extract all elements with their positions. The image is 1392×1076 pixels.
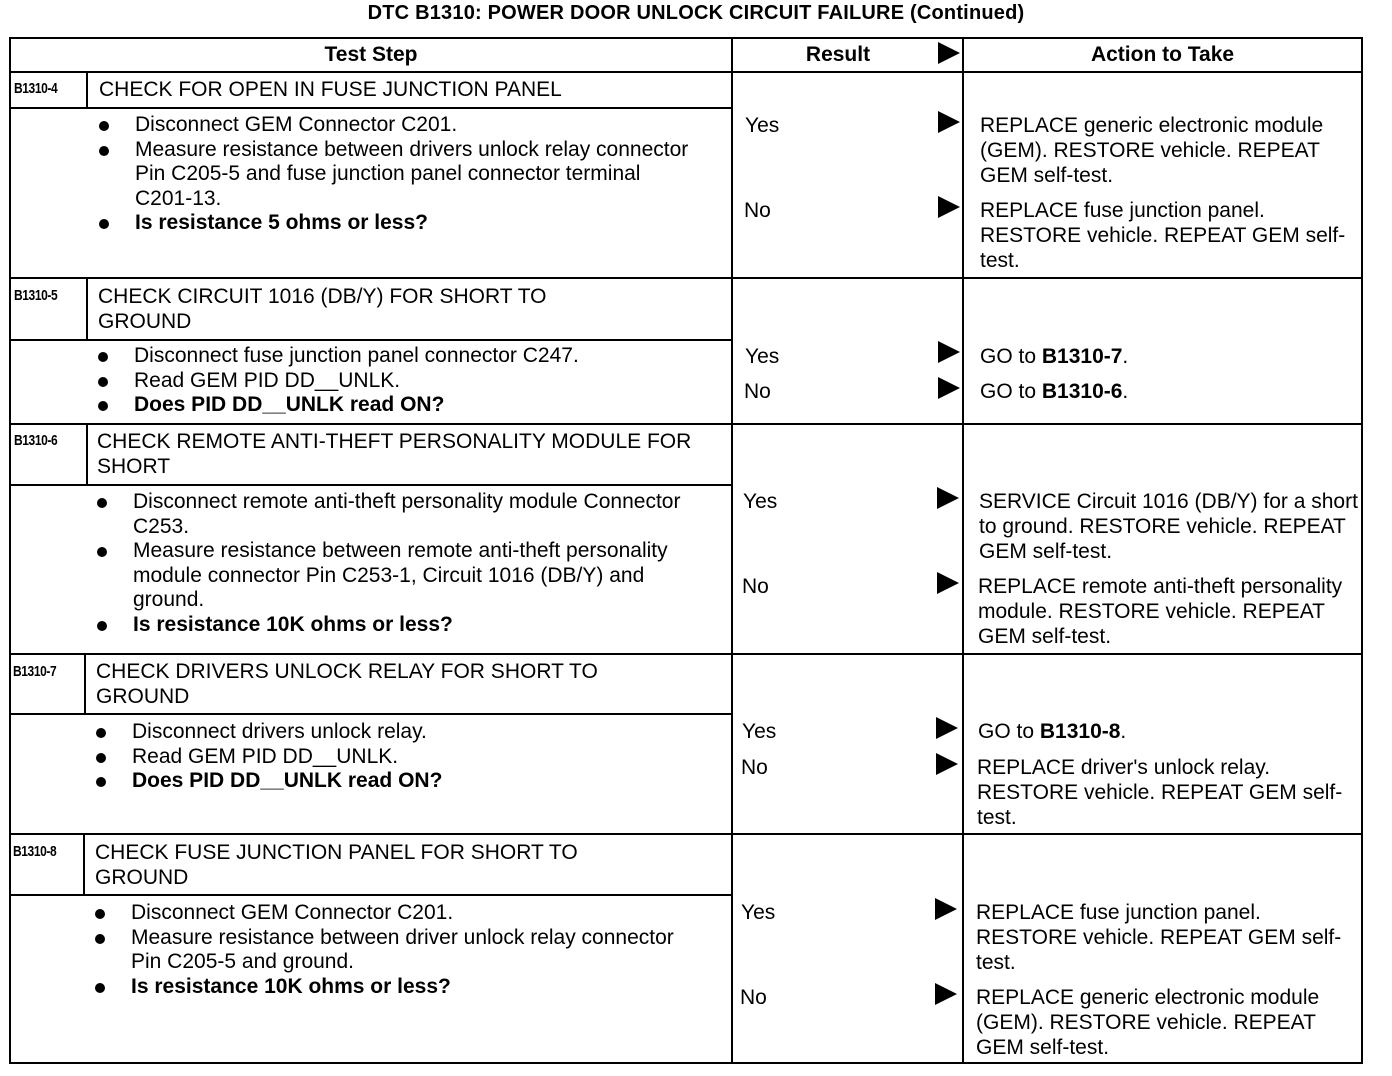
result-yes: Yes: [742, 720, 777, 743]
table-border-left: [9, 37, 11, 1064]
step-bullets: [96, 720, 696, 794]
col-divider-result: [731, 37, 733, 1064]
code-divider: [83, 834, 85, 896]
step-question: Is resistance 10K ohms or less?: [95, 975, 685, 1000]
bullet-item: Disconnect fuse junction panel connector C247.: [98, 344, 698, 369]
action-yes: [978, 719, 1353, 744]
step-question: Is resistance 5 ohms or less?: [99, 211, 699, 236]
action-no: REPLACE fuse junction panel. RESTORE vehicle. REPEAT GEM self-test.: [980, 199, 1346, 272]
bullet-item: Measure resistance between remote anti-theft personality module connector Pin C253-1, Circuit 1016 (DB/Y) and ground.: [97, 539, 687, 613]
step-bullets: [99, 113, 699, 236]
result-yes: Yes: [745, 114, 780, 137]
action-yes: REPLACE fuse junction panel. RESTORE vehicle. REPEAT GEM self-test.: [976, 901, 1342, 974]
step-divider: [9, 423, 1363, 425]
code-divider: [84, 654, 86, 715]
step-title-divider: [9, 107, 733, 109]
arrow-icon: [937, 487, 959, 509]
page-title: DTC B1310: POWER DOOR UNLOCK CIRCUIT FAILURE (Continued): [367, 2, 1025, 24]
result-yes: Yes: [745, 345, 780, 368]
step-code: B1310-6: [14, 432, 58, 449]
step-divider: [9, 653, 1363, 655]
result-no: No: [744, 199, 771, 222]
arrow-icon: [937, 572, 959, 594]
action-no: REPLACE remote anti-theft personality module. RESTORE vehicle. REPEAT GEM self-test.: [978, 575, 1343, 648]
action-suffix: .: [1120, 720, 1127, 743]
action-no: REPLACE driver's unlock relay. RESTORE vehicle. REPEAT GEM self-test.: [977, 756, 1343, 829]
bullet-item: Read GEM PID DD__UNLK.: [98, 369, 698, 394]
step-title-divider: [9, 339, 733, 341]
step-question: Does PID DD__UNLK read ON?: [96, 769, 696, 794]
arrow-icon: [938, 341, 960, 363]
arrow-icon: [935, 983, 957, 1005]
step-title: CHECK FOR OPEN IN FUSE JUNCTION PANEL: [99, 78, 562, 101]
step-code: B1310-5: [14, 287, 58, 304]
action-suffix: .: [1122, 345, 1129, 368]
bullet-item: Disconnect drivers unlock relay.: [96, 720, 696, 745]
header-result: Result: [805, 43, 871, 66]
bullet-item: Disconnect GEM Connector C201.: [95, 901, 685, 926]
step-code: B1310-8: [13, 843, 57, 860]
code-divider: [86, 278, 88, 340]
bullet-item: Disconnect remote anti-theft personality module Connector C253.: [97, 490, 687, 539]
step-bullets: [95, 901, 685, 999]
header-test-step: Test Step: [324, 43, 418, 66]
arrow-icon: [936, 753, 958, 775]
action-prefix: GO to: [978, 720, 1040, 743]
action-no: REPLACE generic electronic module (GEM). RESTORE vehicle. REPEAT GEM self-test.: [976, 986, 1320, 1059]
step-link[interactable]: B1310-7: [1041, 345, 1123, 368]
result-no: No: [741, 756, 768, 779]
arrow-icon: [935, 898, 957, 920]
action-yes: SERVICE Circuit 1016 (DB/Y) for a short to ground. RESTORE vehicle. REPEAT GEM self-test.: [979, 490, 1358, 563]
step-title-divider: [9, 713, 731, 715]
bullet-item: Read GEM PID DD__UNLK.: [96, 745, 696, 770]
table-border-bottom: [9, 1062, 1363, 1064]
step-title: CHECK DRIVERS UNLOCK RELAY FOR SHORT TO GROUND: [96, 660, 598, 708]
step-title: CHECK FUSE JUNCTION PANEL FOR SHORT TO GROUND: [95, 841, 578, 889]
step-divider: [9, 833, 1363, 835]
table-border-top: [9, 37, 1363, 39]
table-border-right: [1361, 37, 1363, 1064]
action-yes: REPLACE generic electronic module (GEM). RESTORE vehicle. REPEAT GEM self-test.: [980, 114, 1324, 187]
result-no: No: [742, 575, 769, 598]
step-title: CHECK CIRCUIT 1016 (DB/Y) FOR SHORT TO GROUND: [98, 285, 547, 333]
step-title-divider: [9, 484, 733, 486]
step-title: CHECK REMOTE ANTI-THEFT PERSONALITY MODULE FOR SHORT: [97, 430, 692, 478]
step-code: B1310-7: [13, 663, 57, 680]
bullet-item: Disconnect GEM Connector C201.: [99, 113, 699, 138]
col-divider-action: [962, 37, 964, 1064]
code-divider: [86, 72, 88, 108]
arrow-icon: [936, 717, 958, 739]
step-title-divider: [9, 894, 731, 896]
result-no: No: [744, 380, 771, 403]
step-divider: [9, 277, 1363, 279]
code-divider: [86, 424, 88, 485]
step-question: Does PID DD__UNLK read ON?: [98, 393, 698, 418]
action-prefix: GO to: [980, 345, 1042, 368]
bullet-item: Measure resistance between driver unlock relay connector Pin C205-5 and ground.: [95, 926, 685, 975]
arrow-icon: [938, 196, 960, 218]
bullet-item: Measure resistance between drivers unlock relay connector Pin C205-5 and fuse junction panel connector terminal C201-13.: [99, 138, 699, 212]
header-action: Action to Take: [1090, 43, 1235, 66]
arrow-icon: [938, 111, 960, 133]
arrow-icon: [938, 377, 960, 399]
action-yes: [980, 344, 1355, 369]
step-bullets: [97, 490, 687, 637]
step-code: B1310-4: [14, 80, 58, 97]
action-prefix: GO to: [980, 380, 1042, 403]
step-link[interactable]: B1310-8: [1039, 720, 1121, 743]
step-link[interactable]: B1310-6: [1041, 380, 1123, 403]
result-no: No: [740, 986, 767, 1009]
result-yes: Yes: [741, 901, 776, 924]
header-arrow-icon: [938, 42, 960, 64]
header-divider: [9, 71, 1363, 73]
step-bullets: [98, 344, 698, 418]
action-no: [980, 379, 1355, 404]
result-yes: Yes: [743, 490, 778, 513]
step-question: Is resistance 10K ohms or less?: [97, 613, 687, 638]
action-suffix: .: [1122, 380, 1129, 403]
